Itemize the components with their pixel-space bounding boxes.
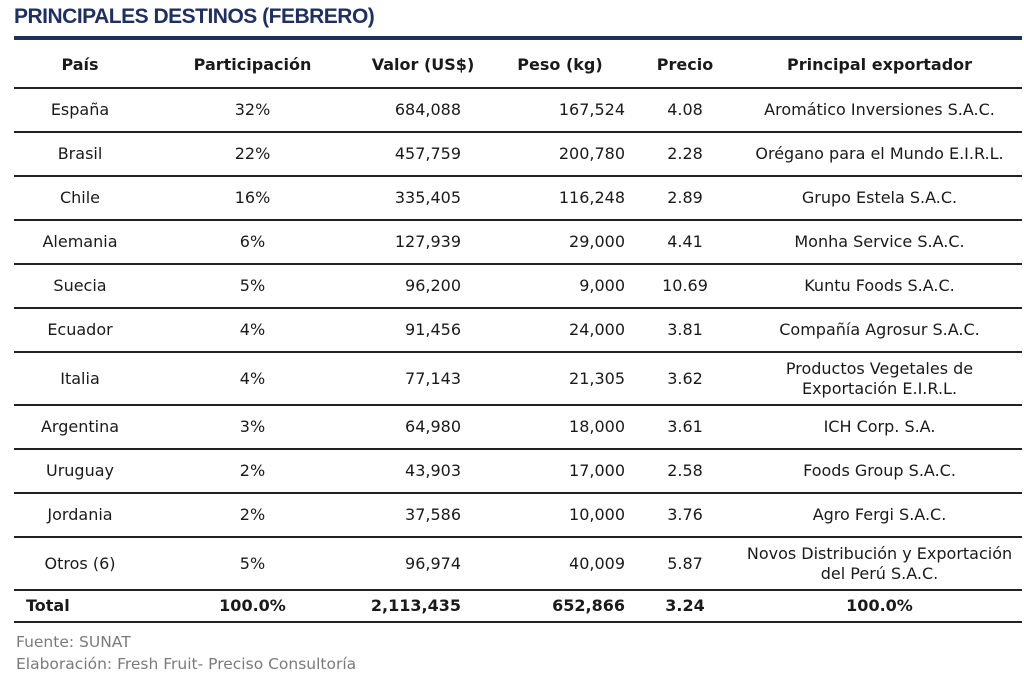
- cell-exportador: Orégano para el Mundo E.I.R.L.: [737, 132, 1022, 176]
- cell-exportador: Kuntu Foods S.A.C.: [737, 264, 1022, 308]
- cell-participacion: 22%: [146, 132, 359, 176]
- cell-exportador: Monha Service S.A.C.: [737, 220, 1022, 264]
- cell-valor: 91,456: [359, 308, 487, 352]
- cell-valor: 96,974: [359, 537, 487, 590]
- total-cell-pais: Total: [14, 590, 146, 622]
- cell-exportador: Productos Vegetales de Exportación E.I.R.L.: [737, 352, 1022, 405]
- table-row: [14, 264, 1022, 308]
- cell-participacion: 5%: [146, 264, 359, 308]
- cell-participacion: 4%: [146, 352, 359, 405]
- table-row: [14, 220, 1022, 264]
- cell-precio: 3.61: [633, 405, 737, 449]
- cell-peso: 21,305: [487, 352, 633, 405]
- header-participacion: Participación: [193, 54, 312, 74]
- cell-valor: 127,939: [359, 220, 487, 264]
- table-row: [14, 132, 1022, 176]
- cell-exportador: Novos Distribución y Exportación del Perú S.A.C.: [737, 537, 1022, 590]
- cell-pais: Otros (6): [14, 537, 146, 590]
- cell-peso: 116,248: [487, 176, 633, 220]
- cell-pais: Argentina: [14, 405, 146, 449]
- cell-participacion: 4%: [146, 308, 359, 352]
- cell-valor: 43,903: [359, 449, 487, 493]
- header-row: [14, 41, 1022, 88]
- table-row: [14, 537, 1022, 590]
- total-cell-participacion: 100.0%: [146, 590, 359, 622]
- cell-peso: 9,000: [487, 264, 633, 308]
- cell-exportador: Grupo Estela S.A.C.: [737, 176, 1022, 220]
- cell-pais: Chile: [14, 176, 146, 220]
- cell-peso: 24,000: [487, 308, 633, 352]
- cell-pais: Jordania: [14, 493, 146, 537]
- source-note: Fuente: SUNAT: [16, 633, 131, 651]
- total-cell-exportador: 100.0%: [737, 590, 1022, 622]
- cell-precio: 3.81: [633, 308, 737, 352]
- cell-participacion: 3%: [146, 405, 359, 449]
- cell-pais: Uruguay: [14, 449, 146, 493]
- cell-peso: 17,000: [487, 449, 633, 493]
- cell-participacion: 32%: [146, 88, 359, 132]
- table-row: [14, 405, 1022, 449]
- table-row: [14, 449, 1022, 493]
- cell-exportador: Agro Fergi S.A.C.: [737, 493, 1022, 537]
- cell-participacion: 6%: [146, 220, 359, 264]
- table-row: [14, 352, 1022, 405]
- cell-precio: 4.08: [633, 88, 737, 132]
- cell-pais: España: [14, 88, 146, 132]
- table-row: [14, 308, 1022, 352]
- title-rule: [14, 36, 1022, 40]
- table-row: [14, 88, 1022, 132]
- cell-peso: 29,000: [487, 220, 633, 264]
- cell-precio: 3.62: [633, 352, 737, 405]
- cell-exportador: ICH Corp. S.A.: [737, 405, 1022, 449]
- cell-participacion: 2%: [146, 493, 359, 537]
- total-cell-peso: 652,866: [487, 590, 633, 622]
- cell-valor: 684,088: [359, 88, 487, 132]
- cell-exportador: Foods Group S.A.C.: [737, 449, 1022, 493]
- cell-exportador: Aromático Inversiones S.A.C.: [737, 88, 1022, 132]
- cell-peso: 10,000: [487, 493, 633, 537]
- cell-precio: 2.89: [633, 176, 737, 220]
- cell-valor: 457,759: [359, 132, 487, 176]
- table-row: [14, 176, 1022, 220]
- cell-pais: Suecia: [14, 264, 146, 308]
- cell-peso: 200,780: [487, 132, 633, 176]
- cell-precio: 5.87: [633, 537, 737, 590]
- total-cell-valor: 2,113,435: [359, 590, 487, 622]
- table-title: PRINCIPALES DESTINOS (FEBRERO): [14, 5, 375, 28]
- header-pais: País: [61, 54, 99, 74]
- cell-peso: 40,009: [487, 537, 633, 590]
- cell-precio: 3.76: [633, 493, 737, 537]
- cell-precio: 2.28: [633, 132, 737, 176]
- cell-pais: Italia: [14, 352, 146, 405]
- cell-pais: Alemania: [14, 220, 146, 264]
- header-precio: Precio: [656, 54, 714, 74]
- cell-precio: 10.69: [633, 264, 737, 308]
- header-valor: Valor (US$): [371, 54, 475, 74]
- cell-valor: 77,143: [359, 352, 487, 405]
- credit-note: Elaboración: Fresh Fruit- Preciso Consultoría: [16, 655, 357, 673]
- cell-pais: Brasil: [14, 132, 146, 176]
- cell-participacion: 5%: [146, 537, 359, 590]
- cell-valor: 335,405: [359, 176, 487, 220]
- total-cell-precio: 3.24: [633, 590, 737, 622]
- destinations-table: [14, 41, 1022, 623]
- cell-peso: 18,000: [487, 405, 633, 449]
- cell-participacion: 2%: [146, 449, 359, 493]
- cell-exportador: Compañía Agrosur S.A.C.: [737, 308, 1022, 352]
- total-row: [14, 590, 1022, 622]
- cell-precio: 4.41: [633, 220, 737, 264]
- cell-participacion: 16%: [146, 176, 359, 220]
- cell-valor: 37,586: [359, 493, 487, 537]
- cell-precio: 2.58: [633, 449, 737, 493]
- cell-peso: 167,524: [487, 88, 633, 132]
- cell-pais: Ecuador: [14, 308, 146, 352]
- header-exportador: Principal exportador: [786, 54, 973, 74]
- cell-valor: 96,200: [359, 264, 487, 308]
- cell-valor: 64,980: [359, 405, 487, 449]
- table-row: [14, 493, 1022, 537]
- header-peso: Peso (kg): [517, 54, 603, 74]
